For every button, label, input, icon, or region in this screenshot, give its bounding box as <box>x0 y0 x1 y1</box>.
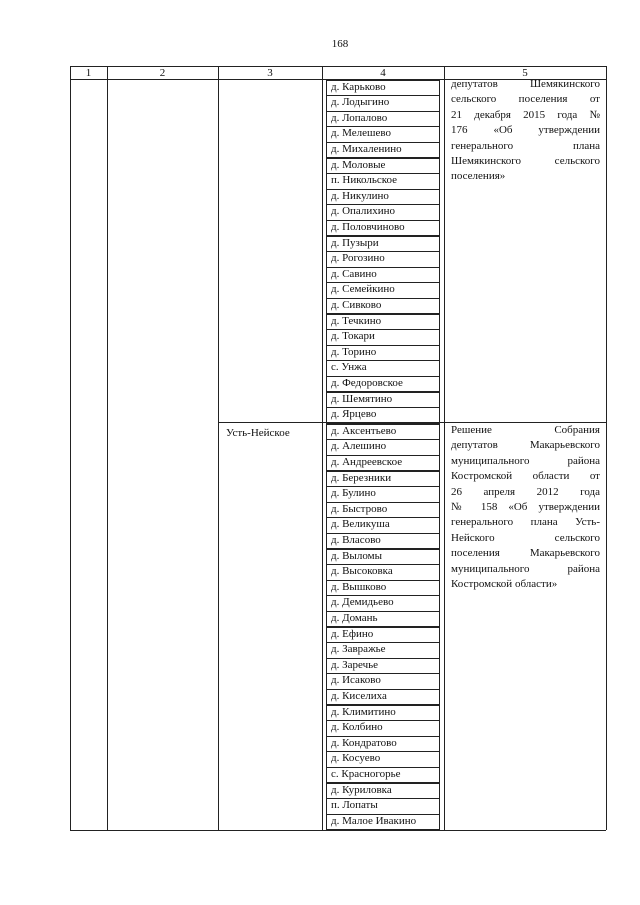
village-name: д. Высоковка <box>331 565 393 578</box>
header-col-5: 5 <box>522 67 528 79</box>
decision-line: 26 апреля 2012 года <box>451 485 600 498</box>
decision-line: депутатов Шемякинского <box>451 78 600 90</box>
decision-line: 176 «Об утверждении <box>451 124 600 137</box>
decision-line: Решение Собрания <box>451 424 600 436</box>
village-name: д. Федоровское <box>331 376 403 389</box>
table-rule <box>218 66 219 830</box>
village-name: д. Моловые <box>331 158 386 171</box>
header-col-1: 1 <box>85 67 92 79</box>
village-name: д. Пузыри <box>331 236 379 249</box>
village-name: д. Рогозино <box>331 252 385 265</box>
village-name: д. Колбино <box>331 721 383 734</box>
header-col-2: 2 <box>159 67 166 79</box>
village-name: с. Унжа <box>331 361 367 374</box>
village-name: с. Красногорье <box>331 767 401 780</box>
village-name: д. Климитино <box>331 705 396 718</box>
village-name: д. Завражье <box>331 643 386 656</box>
village-name: д. Киселиха <box>331 689 387 702</box>
village-name: д. Власово <box>331 533 381 546</box>
village-name: д. Аксентьево <box>331 424 397 437</box>
decision-text-1 <box>451 77 600 185</box>
header-col-4: 4 <box>380 67 386 79</box>
decision-line: муниципального района <box>451 454 600 467</box>
table-rule <box>606 66 607 830</box>
decision-line: Шемякинского сельского <box>451 155 600 168</box>
decision-line: поселения» <box>451 170 506 183</box>
village-name: д. Березники <box>331 471 392 484</box>
village-name: д. Ярцево <box>331 408 377 421</box>
table-rule <box>322 66 323 830</box>
settlements-table <box>70 66 606 830</box>
decision-line: поселения Макарьевского <box>451 547 600 560</box>
settlement-name-2: Усть-Нейское <box>226 427 290 439</box>
village-name: д. Кондратово <box>331 736 397 749</box>
village-name: п. Лопаты <box>331 799 378 812</box>
village-name: д. Михаленино <box>331 142 402 155</box>
page-number: 168 <box>331 38 349 50</box>
village-name: д. Булино <box>331 487 376 500</box>
village-name: д. Лодыгино <box>331 96 390 109</box>
decision-line: № 158 «Об утверждении <box>451 501 600 514</box>
village-name: д. Торино <box>331 345 377 358</box>
village-name: д. Домань <box>331 611 378 624</box>
village-name: д. Сивково <box>331 298 382 311</box>
village-name: д. Карьково <box>331 80 386 93</box>
decision-line: Костромской области от <box>451 470 600 483</box>
village-name: д. Исаково <box>331 674 381 687</box>
decision-line: Нейского сельского <box>451 531 600 544</box>
village-name: д. Половчиново <box>331 220 405 233</box>
village-name: д. Демидьево <box>331 596 394 609</box>
decision-text-2 <box>451 423 600 592</box>
village-name: д. Ефино <box>331 627 374 640</box>
village-name: д. Вышково <box>331 580 387 593</box>
decision-line: генерального плана <box>451 139 600 152</box>
village-name: д. Токари <box>331 330 375 343</box>
village-name: д. Савино <box>331 267 377 280</box>
decision-line: генерального плана Усть- <box>451 516 600 529</box>
village-name: д. Семейкино <box>331 283 395 296</box>
table-rule <box>107 66 108 830</box>
village-name: д. Шемятино <box>331 392 393 405</box>
village-name: д. Заречье <box>331 658 379 671</box>
village-name: д. Алешино <box>331 440 387 453</box>
village-name: д. Малое Ивакино <box>331 814 417 827</box>
village-name: д. Выломы <box>331 549 382 562</box>
village-name: д. Опалихино <box>331 205 396 218</box>
village-name: д. Великуша <box>331 518 390 531</box>
village-name: д. Никулино <box>331 189 389 202</box>
header-col-3: 3 <box>267 67 273 79</box>
village-name: д. Андреевское <box>331 455 403 468</box>
decision-line: сельского поселения от <box>451 93 600 106</box>
village-name: д. Куриловка <box>331 783 392 796</box>
table-rule <box>70 66 71 830</box>
village-name: д. Косуево <box>331 752 381 765</box>
village-name: п. Никольское <box>331 174 398 187</box>
village-name: д. Лопалово <box>331 111 388 124</box>
table-rule <box>444 66 445 830</box>
village-name: д. Быстрово <box>331 502 388 515</box>
table-rule <box>70 66 606 67</box>
village-name: д. Течкино <box>331 314 382 327</box>
decision-line: депутатов Макарьевского <box>451 439 600 452</box>
village-name: д. Мелешево <box>331 127 391 140</box>
decision-line: муниципального района <box>451 562 600 575</box>
decision-line: 21 декабря 2015 года № <box>451 108 600 121</box>
decision-line: Костромской области» <box>451 578 558 591</box>
